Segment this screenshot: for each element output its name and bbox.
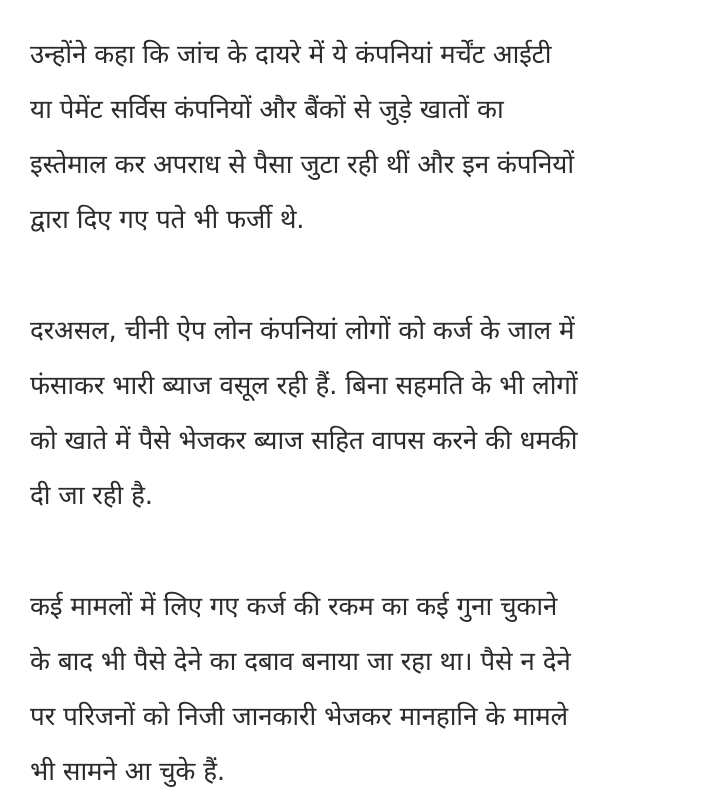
text-line: को खाते में पैसे भेजकर ब्याज सहित वापस करने की धमकी — [30, 426, 578, 456]
text-line: द्वारा दिए गए पते भी फर्जी थे. — [30, 205, 305, 235]
paragraph-harassment — [30, 580, 698, 800]
text-line: फंसाकर भारी ब्याज वसूल रही हैं. बिना सहमति के भी लोगों — [30, 371, 578, 401]
text-line: उन्होंने कहा कि जांच के दायरे में ये कंपनियां मर्चेंट आईटी — [30, 40, 552, 70]
text-line: भी सामने आ चुके हैं. — [30, 757, 225, 787]
paragraph-loan-apps — [30, 304, 698, 524]
text-line: के बाद भी पैसे देने का दबाव बनाया जा रहा था। पैसे न देने — [30, 647, 571, 677]
text-line: इस्तेमाल कर अपराध से पैसा जुटा रही थीं और इन कंपनियों — [30, 150, 574, 180]
paragraph-investigation — [30, 28, 698, 248]
article-body — [30, 28, 698, 800]
text-line: या पेमेंट सर्विस कंपनियों और बैंकों से जुड़े खातों का — [30, 95, 504, 125]
text-line: पर परिजनों को निजी जानकारी भेजकर मानहानि के मामले — [30, 702, 568, 732]
text-line: दी जा रही है. — [30, 481, 153, 511]
text-line: कई मामलों में लिए गए कर्ज की रकम का कई गुना चुकाने — [30, 592, 558, 622]
text-line: दरअसल, चीनी ऐप लोन कंपनियां लोगों को कर्ज के जाल में — [30, 316, 575, 346]
